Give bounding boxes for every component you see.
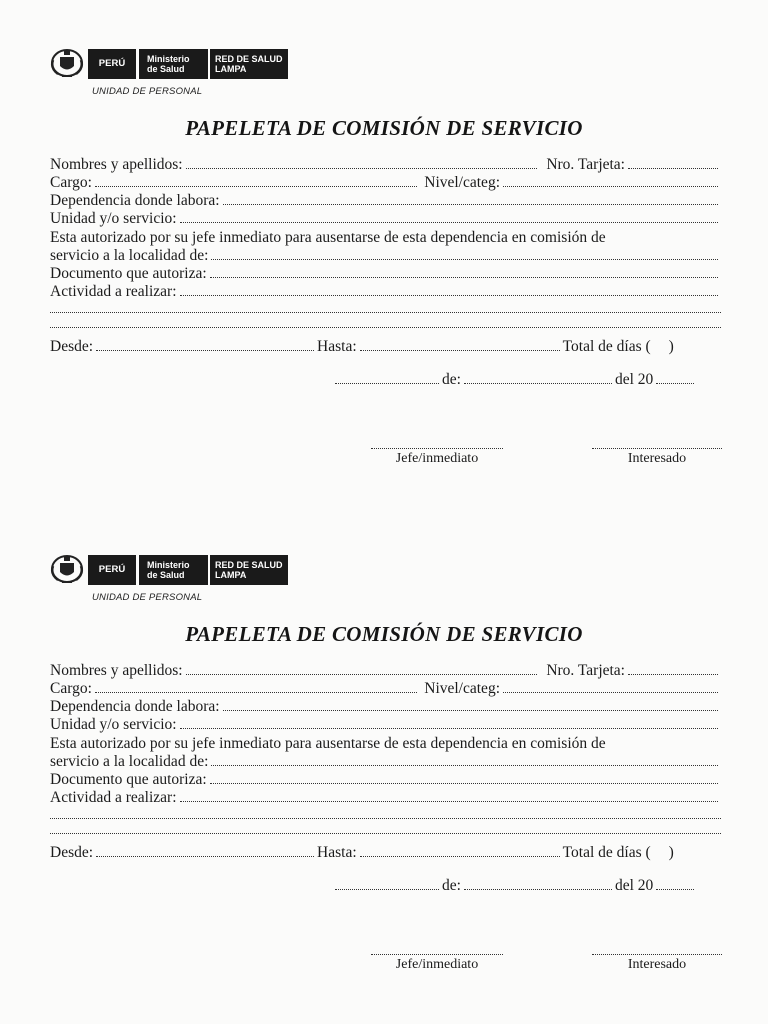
jefe-signature-line[interactable] (371, 448, 503, 449)
cargo-label: Cargo: (50, 680, 92, 697)
red-salud-logo-box (210, 49, 288, 79)
row-actividad (50, 789, 721, 807)
minsa-line-1: Ministerio (147, 54, 190, 64)
minsa-logo-box (138, 555, 208, 585)
actividad-extra-line-2[interactable] (50, 327, 721, 328)
commission-form-2 (0, 506, 768, 1006)
row-localidad (50, 247, 721, 265)
red-line-1: RED DE SALUD (215, 54, 283, 64)
interesado-signature-line[interactable] (592, 448, 722, 449)
nivel-label: Nivel/categ: (424, 680, 500, 697)
autorizado-text: Esta autorizado por su jefe inmediato para ausentarse de esta dependencia en comisión de (50, 735, 606, 752)
row-nombres (50, 662, 721, 680)
row-cargo (50, 680, 721, 698)
total-dias-close: ) (668, 844, 674, 861)
dependencia-label: Dependencia donde labora: (50, 192, 220, 209)
lugar-field[interactable] (335, 371, 439, 384)
de-label: de: (442, 371, 461, 388)
interesado-signature-line[interactable] (592, 954, 722, 955)
national-shield-icon (50, 554, 84, 586)
red-line-2: LAMPA (215, 570, 247, 580)
tarjeta-label: Nro. Tarjeta: (546, 156, 625, 173)
documento-label: Documento que autoriza: (50, 265, 207, 282)
localidad-label: servicio a la localidad de: (50, 753, 209, 770)
unidad-label: Unidad y/o servicio: (50, 210, 177, 227)
anio-field[interactable] (656, 371, 694, 384)
actividad-label: Actividad a realizar: (50, 283, 177, 300)
mes-field[interactable] (464, 371, 612, 384)
red-line-1: RED DE SALUD (215, 560, 283, 570)
hasta-field[interactable] (360, 844, 560, 857)
actividad-field[interactable] (180, 789, 718, 802)
row-nombres (50, 156, 721, 174)
dependencia-field[interactable] (223, 192, 718, 205)
nivel-label: Nivel/categ: (424, 174, 500, 191)
row-documento (50, 265, 721, 283)
desde-field[interactable] (96, 844, 314, 857)
lugar-field[interactable] (335, 877, 439, 890)
jefe-signature-line[interactable] (371, 954, 503, 955)
desde-field[interactable] (96, 338, 314, 351)
mes-field[interactable] (464, 877, 612, 890)
row-fecha-lugar (332, 877, 721, 895)
localidad-field[interactable] (211, 247, 718, 260)
header-logos (50, 552, 290, 588)
unidad-field[interactable] (180, 716, 718, 729)
nombres-field[interactable] (186, 662, 538, 675)
interesado-signature-label: Interesado (627, 451, 687, 466)
actividad-field[interactable] (180, 283, 718, 296)
row-actividad (50, 283, 721, 301)
del-label: del 20 (614, 371, 654, 388)
nombres-label: Nombres y apellidos: (50, 662, 183, 679)
red-line-2: LAMPA (215, 64, 247, 74)
nivel-field[interactable] (503, 174, 718, 187)
row-fechas (50, 338, 721, 356)
peru-logo-box (88, 49, 136, 79)
localidad-label: servicio a la localidad de: (50, 247, 209, 264)
minsa-logo-box (138, 49, 208, 79)
dependencia-field[interactable] (223, 698, 718, 711)
nombres-field[interactable] (186, 156, 538, 169)
jefe-signature-label: Jefe/inmediato (395, 957, 479, 972)
jefe-signature-label: Jefe/inmediato (395, 451, 479, 466)
total-dias-label: Total de días ( (562, 338, 651, 355)
row-unidad (50, 210, 721, 228)
interesado-signature-label: Interesado (627, 957, 687, 972)
dependencia-label: Dependencia donde labora: (50, 698, 220, 715)
row-documento (50, 771, 721, 789)
hasta-field[interactable] (360, 338, 560, 351)
actividad-extra-line-1[interactable] (50, 818, 721, 819)
cargo-field[interactable] (95, 680, 417, 693)
total-dias-label: Total de días ( (562, 844, 651, 861)
form-title: PAPELETA DE COMISIÓN DE SERVICIO (185, 622, 583, 646)
row-fecha-lugar (332, 371, 721, 389)
localidad-field[interactable] (211, 753, 718, 766)
desde-label: Desde: (50, 338, 94, 355)
actividad-extra-line-2[interactable] (50, 833, 721, 834)
total-dias-close: ) (668, 338, 674, 355)
row-dependencia (50, 192, 721, 210)
unidad-label: Unidad y/o servicio: (50, 716, 177, 733)
unit-label: UNIDAD DE PERSONAL (92, 86, 203, 97)
hasta-label: Hasta: (317, 338, 357, 355)
tarjeta-label: Nro. Tarjeta: (546, 662, 625, 679)
peru-label: PERÚ (98, 564, 126, 575)
peru-logo-box (88, 555, 136, 585)
unidad-field[interactable] (180, 210, 718, 223)
del-label: del 20 (614, 877, 654, 894)
nombres-label: Nombres y apellidos: (50, 156, 183, 173)
cargo-label: Cargo: (50, 174, 92, 191)
tarjeta-field[interactable] (628, 662, 718, 675)
red-salud-logo-box (210, 555, 288, 585)
commission-form-1 (0, 0, 768, 500)
header-logos (50, 46, 290, 82)
row-dependencia (50, 698, 721, 716)
anio-field[interactable] (656, 877, 694, 890)
row-fechas (50, 844, 721, 862)
row-unidad (50, 716, 721, 734)
row-cargo (50, 174, 721, 192)
national-shield-icon (50, 48, 84, 80)
nivel-field[interactable] (503, 680, 718, 693)
peru-label: PERÚ (98, 58, 126, 69)
row-autorizado (50, 735, 721, 753)
tarjeta-field[interactable] (628, 156, 718, 169)
documento-field[interactable] (210, 265, 718, 278)
minsa-line-1: Ministerio (147, 560, 190, 570)
documento-field[interactable] (210, 771, 718, 784)
actividad-label: Actividad a realizar: (50, 789, 177, 806)
actividad-extra-line-1[interactable] (50, 312, 721, 313)
desde-label: Desde: (50, 844, 94, 861)
autorizado-text: Esta autorizado por su jefe inmediato para ausentarse de esta dependencia en comisión de (50, 229, 606, 246)
hasta-label: Hasta: (317, 844, 357, 861)
form-title: PAPELETA DE COMISIÓN DE SERVICIO (185, 116, 583, 140)
documento-label: Documento que autoriza: (50, 771, 207, 788)
de-label: de: (442, 877, 461, 894)
row-localidad (50, 753, 721, 771)
cargo-field[interactable] (95, 174, 417, 187)
minsa-line-2: de Salud (147, 570, 185, 580)
row-autorizado (50, 229, 721, 247)
minsa-line-2: de Salud (147, 64, 185, 74)
unit-label: UNIDAD DE PERSONAL (92, 592, 203, 603)
